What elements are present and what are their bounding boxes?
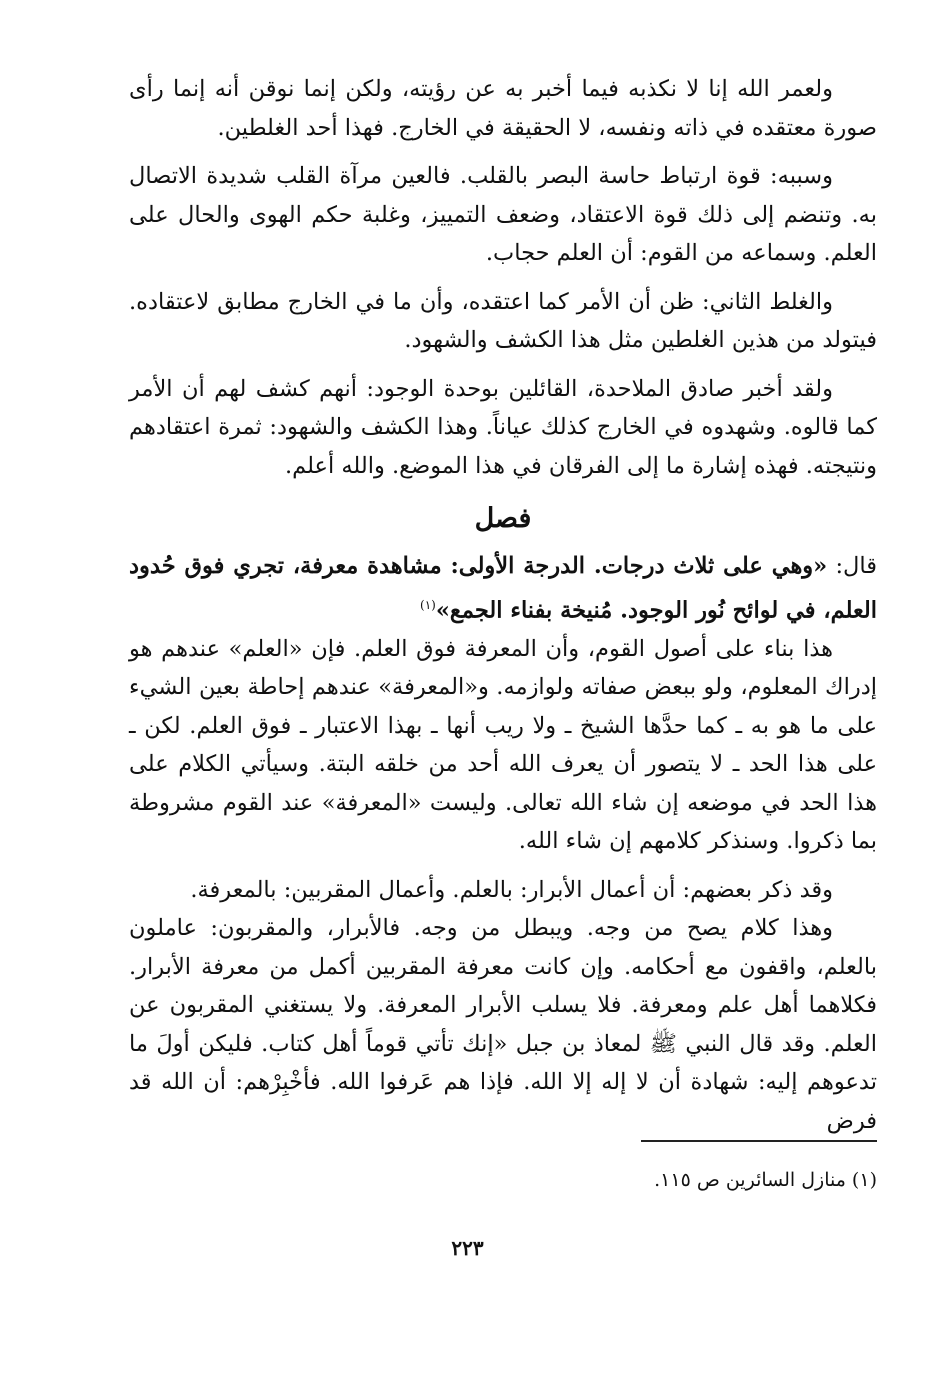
- paragraph: والغلط الثاني: ظن أن الأمر كما اعتقده، وأن ما في الخارج مطابق لاعتقاده. فيتولد من هذين الغلطين مثل هذا الكشف والشهود.: [129, 288, 877, 353]
- footnote-marker: (١): [420, 597, 436, 612]
- paragraph: وهذا كلام يصح من وجه. ويبطل من وجه. فالأبرار، والمقربون: عاملون بالعلم، واقفون مع أحكامه. وإن كانت معرفة المقربين أكمل من معرفة الأبرار. فكلاهما أهل علم ومعرفة. فلا يسلب الأبرار المعرفة. ولا يستغني المقربون عن العلم. وقد قال النبي ﷺ لمعاذ بن جبل «إنك تأتي قوماً أهل كتاب. فليكن أولَ ما تدعوهم إليه: شهادة أن لا إله إلا الله. فإذا هم عَرفوا الله. فأخْبِرْهم: أن الله قد فرض: [129, 915, 877, 1134]
- footnote: (١) منازل السائرين ص ١١٥.: [654, 1169, 877, 1191]
- main-text: [129, 70, 877, 1140]
- page-number: ٢٢٣: [451, 1236, 484, 1260]
- paragraph: ولقد أخبر صادق الملاحدة، القائلين بوحدة الوجود: أنهم كشف لهم أن الأمر كما قالوه. وشهدوه في الخارج كذلك عياناً. وهذا الكشف والشهود: ثمرة اعتقادهم ونتيجته. فهذه إشارة ما إلى الفرقان في هذا الموضع. والله أعلم.: [129, 375, 877, 479]
- paragraph: ولعمر الله إنا لا نكذبه فيما أخبر به عن رؤيته، ولكن إنما نوقن أنه إنما رأى صورة معتقده في ذاته ونفسه، لا الحقيقة في الخارج. فهذا أحد الغلطين.: [129, 76, 877, 141]
- paragraph: هذا بناء على أصول القوم، وأن المعرفة فوق العلم. فإن «العلم» عندهم هو إدراك المعلوم، ولو ببعض صفاته ولوازمه. و«المعرفة» عندهم إحاطة بعين الشيء على ما هو به ـ كما حدَّها الشيخ ـ ولا ريب أنها ـ بهذا الاعتبار ـ فوق العلم. لكن ـ على هذا الحد ـ لا يتصور أن يعرف الله أحد من خلقه البتة. وسيأتي الكلام على هذا الحد في موضعه إن شاء الله تعالى. وليست «المعرفة» عند القوم مشروطة بما ذكروا. وسنذكر كلامهم إن شاء الله.: [129, 635, 877, 854]
- quote-body: «وهي على ثلاث درجات. الدرجة الأولى: مشاهدة معرفة، تجري فوق حُدود العلم، في لوائح نُور الوجود. مُنيخة بفناء الجمع»: [129, 553, 877, 623]
- section-heading: فصل: [474, 503, 532, 534]
- footnote-separator: [641, 1140, 877, 1142]
- paragraph: وسببه: قوة ارتباط حاسة البصر بالقلب. فالعين مرآة القلب شديدة الاتصال به. وتنضم إلى ذلك قوة الاعتقاد، وضعف التمييز، وغلبة حكم الهوى والحال على العلم. وسماعه من القوم: أن العلم حجاب.: [129, 163, 877, 266]
- quoted-text: [129, 547, 877, 630]
- quote-lead: قال:: [827, 553, 877, 579]
- paragraph: وقد ذكر بعضهم: أن أعمال الأبرار: بالعلم. وأعمال المقربين: بالمعرفة.: [190, 876, 833, 903]
